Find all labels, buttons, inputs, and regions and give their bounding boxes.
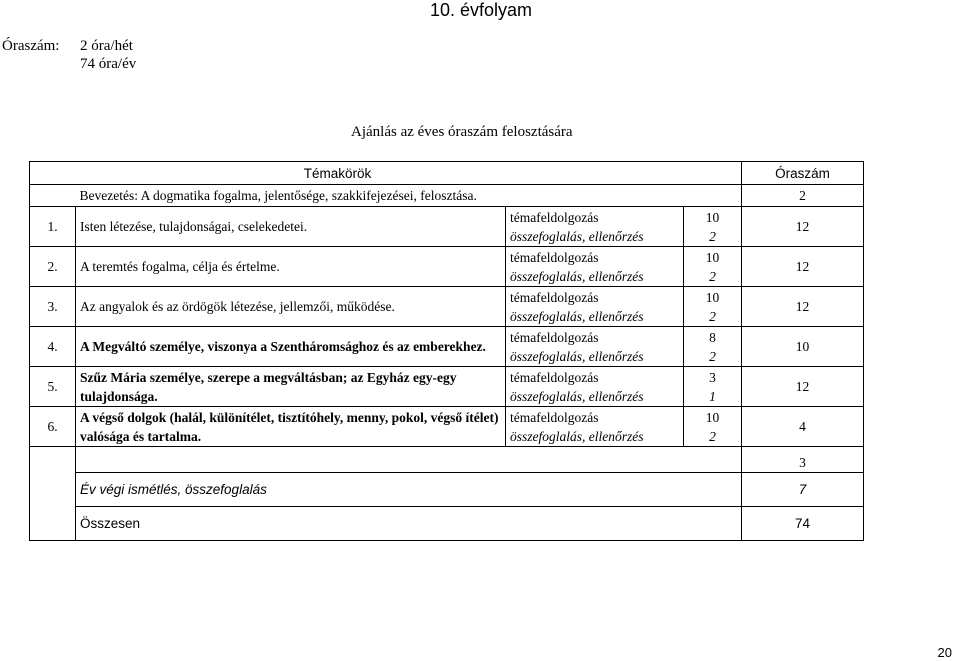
row-type-review: összefoglalás, ellenőrzés	[510, 308, 644, 324]
hours-table	[29, 161, 864, 541]
review-total: 7	[742, 473, 864, 507]
sum-row	[30, 507, 864, 541]
row-topic: A végső dolgok (halál, különítélet, tisztítóhely, menny, pokol, végső ítélet) valósága és tartalma.	[76, 407, 506, 447]
row-total: 4	[742, 407, 864, 447]
row-hours-processing: 10	[705, 289, 720, 305]
row-type-review: összefoglalás, ellenőrzés	[510, 348, 644, 364]
row-hours-review: 2	[709, 268, 716, 284]
row-type-processing: témafeldolgozás	[510, 329, 599, 345]
table-header-row	[30, 162, 864, 185]
hours-per-year: 74 óra/év	[80, 56, 137, 72]
row-hours-processing: 10	[705, 209, 720, 225]
recommendation-heading: Ajánlás az éves óraszám felosztására	[351, 124, 573, 140]
row-hours-review: 2	[709, 348, 716, 364]
row-total: 12	[742, 247, 864, 287]
row-number: 1.	[30, 207, 76, 247]
sum-total: 74	[742, 507, 864, 541]
blank-row-total: 3	[742, 447, 864, 473]
row-topic: A Megváltó személye, viszonya a Szentháromsághoz és az emberekhez.	[76, 327, 506, 367]
row-hours-processing: 10	[705, 409, 720, 425]
row-type-review: összefoglalás, ellenőrzés	[510, 388, 644, 404]
table-row	[30, 247, 864, 287]
row-number: 3.	[30, 287, 76, 327]
row-number: 5.	[30, 367, 76, 407]
row-topic: Isten létezése, tulajdonságai, cselekedetei.	[76, 207, 506, 247]
table-row	[30, 367, 864, 407]
row-total: 10	[742, 327, 864, 367]
row-type-processing: témafeldolgozás	[510, 289, 599, 305]
page-title: 10. évfolyam	[430, 0, 533, 20]
row-hours-processing: 10	[705, 249, 720, 265]
table-row	[30, 327, 864, 367]
intro-text: Bevezetés: A dogmatika fogalma, jelentősége, szakkifejezései, felosztása.	[76, 185, 742, 207]
hours-label: Óraszám:	[2, 38, 60, 54]
hours-per-week: 2 óra/hét	[80, 38, 133, 54]
blank-row	[30, 447, 864, 473]
page-number: 20	[937, 645, 952, 660]
header-hours: Óraszám	[742, 162, 864, 185]
row-hours-review: 2	[709, 308, 716, 324]
row-total: 12	[742, 367, 864, 407]
intro-row	[30, 185, 864, 207]
table-row	[30, 407, 864, 447]
row-topic: A teremtés fogalma, célja és értelme.	[76, 247, 506, 287]
row-type-processing: témafeldolgozás	[510, 209, 599, 225]
row-hours-review: 2	[709, 228, 716, 244]
row-number: 4.	[30, 327, 76, 367]
review-row	[30, 473, 864, 507]
row-hours-processing: 8	[709, 329, 716, 345]
row-hours-processing: 3	[709, 369, 716, 385]
row-type-processing: témafeldolgozás	[510, 409, 599, 425]
header-topics: Témakörök	[30, 162, 742, 185]
row-hours-review: 2	[709, 428, 716, 444]
row-type-processing: témafeldolgozás	[510, 369, 599, 385]
row-total: 12	[742, 287, 864, 327]
table-row	[30, 207, 864, 247]
row-type-review: összefoglalás, ellenőrzés	[510, 228, 644, 244]
row-topic: Szűz Mária személye, szerepe a megváltásban; az Egyház egy-egy tulajdonsága.	[76, 367, 506, 407]
row-number: 2.	[30, 247, 76, 287]
sum-text: Összesen	[76, 507, 742, 541]
table-row	[30, 287, 864, 327]
row-hours-review: 1	[709, 388, 716, 404]
row-topic: Az angyalok és az ördögök létezése, jellemzői, működése.	[76, 287, 506, 327]
intro-total: 2	[742, 185, 864, 207]
row-type-review: összefoglalás, ellenőrzés	[510, 268, 644, 284]
row-total: 12	[742, 207, 864, 247]
row-type-review: összefoglalás, ellenőrzés	[510, 428, 644, 444]
row-type-processing: témafeldolgozás	[510, 249, 599, 265]
row-number: 6.	[30, 407, 76, 447]
review-text: Év végi ismétlés, összefoglalás	[76, 473, 742, 507]
